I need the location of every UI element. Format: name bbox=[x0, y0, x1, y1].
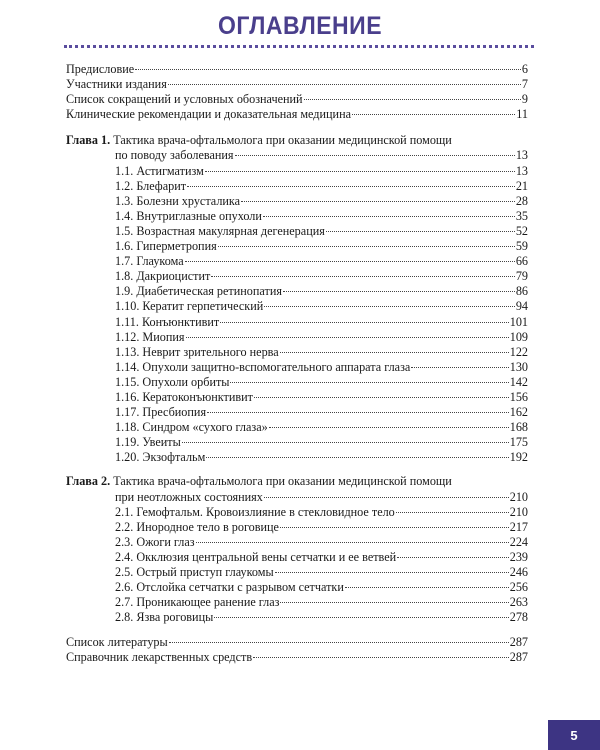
leader-dots bbox=[280, 602, 508, 603]
toc-entry-page: 86 bbox=[515, 284, 528, 299]
toc-entry-page: 52 bbox=[515, 223, 528, 238]
back-matter-list bbox=[66, 635, 528, 665]
toc-entry-label: 2.6. Отслойка сетчатки с разрывом сетчатки bbox=[115, 580, 344, 595]
toc-entry-page: 192 bbox=[509, 450, 528, 465]
leader-dots bbox=[168, 84, 521, 85]
toc-entry-page: 287 bbox=[509, 635, 528, 650]
toc-entry-label: Список сокращений и условных обозначений bbox=[66, 92, 303, 107]
leader-dots bbox=[218, 246, 515, 247]
title-dotted-rule bbox=[64, 45, 534, 48]
toc-entry-label: 2.8. Язва роговицы bbox=[115, 610, 214, 625]
toc-entry-label: 1.18. Синдром «сухого глаза» bbox=[115, 420, 268, 435]
toc-entry-label: Предисловие bbox=[66, 62, 135, 76]
leader-dots bbox=[254, 397, 509, 398]
toc-entry[interactable] bbox=[66, 164, 528, 179]
leader-dots bbox=[230, 382, 508, 383]
leader-dots bbox=[280, 527, 509, 528]
toc-entry-label: 2.7. Проникающее ранение глаз bbox=[115, 595, 280, 610]
toc-entry-label: 1.4. Внутриглазные опухоли bbox=[115, 208, 262, 223]
toc-entry-page: 21 bbox=[515, 178, 528, 193]
toc-entry[interactable] bbox=[66, 209, 528, 224]
toc-entry-label: 1.6. Гиперметропия bbox=[115, 239, 217, 254]
toc-entry-label: Клинические рекомендации и доказательная медицина bbox=[66, 107, 352, 122]
toc-entry-label: 1.3. Болезни хрусталика bbox=[115, 193, 241, 208]
chapter1-line2: по поводу заболевания bbox=[115, 148, 234, 163]
toc-entry[interactable] bbox=[66, 550, 528, 565]
toc-entry[interactable] bbox=[66, 179, 528, 194]
toc-entry-page: 175 bbox=[509, 435, 528, 450]
toc-entry[interactable] bbox=[66, 580, 528, 595]
toc-entry-page: 122 bbox=[509, 344, 528, 359]
toc-entry[interactable] bbox=[66, 405, 528, 420]
leader-dots bbox=[220, 322, 508, 323]
leader-dots bbox=[241, 201, 515, 202]
toc-entry-page: 130 bbox=[509, 359, 528, 374]
toc-entry[interactable] bbox=[66, 505, 528, 520]
leader-dots bbox=[283, 291, 515, 292]
leader-dots bbox=[196, 542, 509, 543]
toc-entry-label: 1.2. Блефарит bbox=[115, 178, 187, 193]
toc-entry[interactable] bbox=[66, 239, 528, 254]
toc-entry[interactable] bbox=[66, 420, 528, 435]
toc-entry-page: 162 bbox=[509, 405, 528, 420]
toc-entry[interactable] bbox=[66, 375, 528, 390]
toc-entry[interactable] bbox=[66, 450, 528, 465]
leader-dots bbox=[352, 114, 515, 115]
toc-entry[interactable] bbox=[66, 360, 528, 375]
toc-entry[interactable] bbox=[66, 435, 528, 450]
chapter2-items bbox=[66, 505, 528, 626]
toc-entry[interactable] bbox=[66, 565, 528, 580]
toc-entry-page: 109 bbox=[509, 329, 528, 344]
leader-dots bbox=[206, 457, 508, 458]
leader-dots bbox=[396, 512, 509, 513]
toc-entry-label: 1.16. Кератоконъюнктивит bbox=[115, 389, 254, 404]
toc-entry-label: Справочник лекарственных средств bbox=[66, 650, 253, 665]
toc-entry[interactable] bbox=[66, 284, 528, 299]
leader-dots bbox=[269, 427, 509, 428]
toc-entry-page: 246 bbox=[509, 565, 528, 579]
chapter2-title bbox=[66, 474, 452, 489]
toc-entry[interactable] bbox=[66, 269, 528, 284]
toc-entry-page: 156 bbox=[509, 389, 528, 404]
toc-entry-page: 287 bbox=[509, 650, 528, 665]
toc-entry-page: 256 bbox=[509, 580, 528, 595]
leader-dots bbox=[253, 657, 509, 658]
toc-entry[interactable] bbox=[66, 610, 528, 625]
toc-entry-page: 224 bbox=[509, 534, 528, 549]
toc-entry[interactable] bbox=[66, 62, 528, 77]
leader-dots bbox=[345, 587, 509, 588]
toc-entry[interactable] bbox=[66, 299, 528, 314]
toc-entry-label: 1.15. Опухоли орбиты bbox=[115, 374, 230, 389]
toc-entry[interactable] bbox=[66, 330, 528, 345]
toc-entry-label: Список литературы bbox=[66, 635, 168, 650]
chapter2-heading[interactable] bbox=[66, 474, 528, 489]
toc-entry-page: 13 bbox=[515, 163, 528, 178]
toc-entry-label: 2.5. Острый приступ глаукомы bbox=[115, 565, 274, 579]
chapter1-heading-cont[interactable] bbox=[66, 148, 528, 163]
leader-dots bbox=[187, 186, 515, 187]
toc-entry-page: 101 bbox=[509, 314, 528, 329]
toc-entry-page: 9 bbox=[521, 92, 528, 107]
toc-entry-page: 278 bbox=[509, 610, 528, 625]
leader-dots bbox=[411, 367, 508, 368]
leader-dots bbox=[397, 557, 509, 558]
toc-entry-page: 66 bbox=[515, 254, 528, 269]
page-title: ОГЛАВЛЕНИЕ bbox=[217, 10, 383, 40]
toc-entry-page: 94 bbox=[515, 299, 528, 314]
toc-entry-label: 2.2. Инородное тело в роговице bbox=[115, 519, 279, 534]
toc-entry[interactable] bbox=[66, 315, 528, 330]
toc-entry[interactable] bbox=[66, 107, 528, 122]
leader-dots bbox=[263, 216, 515, 217]
toc-entry-label: 1.8. Дакриоцистит bbox=[115, 269, 211, 284]
leader-dots bbox=[186, 337, 509, 338]
leader-dots bbox=[304, 99, 521, 100]
toc-entry-label: 1.5. Возрастная макулярная дегенерация bbox=[115, 223, 325, 238]
toc-entry[interactable] bbox=[66, 254, 528, 269]
leader-dots bbox=[205, 171, 515, 172]
leader-dots bbox=[264, 306, 515, 307]
toc-entry-label: 1.12. Миопия bbox=[115, 329, 185, 344]
toc-entry-page: 6 bbox=[521, 62, 528, 76]
leader-dots bbox=[235, 155, 515, 156]
leader-dots bbox=[275, 572, 509, 573]
leader-dots bbox=[280, 352, 509, 353]
toc-entry-label: 1.1. Астигматизм bbox=[115, 163, 204, 178]
toc-entry[interactable] bbox=[66, 535, 528, 550]
toc-entry-label: 1.20. Экзофтальм bbox=[115, 450, 206, 465]
toc-entry[interactable] bbox=[66, 595, 528, 610]
toc-entry[interactable] bbox=[66, 390, 528, 405]
chapter2-line2: при неотложных состояниях bbox=[115, 489, 263, 504]
chapter2-heading-cont[interactable] bbox=[66, 490, 528, 505]
leader-dots bbox=[182, 442, 509, 443]
toc-entry-page: 217 bbox=[509, 519, 528, 534]
leader-dots bbox=[214, 617, 508, 618]
toc-entry-page: 239 bbox=[509, 549, 528, 564]
leader-dots bbox=[207, 412, 509, 413]
toc-entry[interactable] bbox=[66, 345, 528, 360]
toc-entry-label: 1.19. Увеиты bbox=[115, 435, 181, 450]
toc-entry-page: 28 bbox=[515, 193, 528, 208]
toc-entry-label: 2.4. Окклюзия центральной вены сетчатки и ее ветвей bbox=[115, 549, 397, 564]
leader-dots bbox=[185, 261, 515, 262]
toc-entry-page: 7 bbox=[521, 77, 528, 92]
chapter1-items bbox=[66, 164, 528, 466]
toc-entry-page: 210 bbox=[509, 504, 528, 519]
toc-entry-label: 1.10. Кератит герпетический bbox=[115, 299, 264, 314]
toc-entry[interactable] bbox=[66, 520, 528, 535]
toc-entry[interactable] bbox=[66, 224, 528, 239]
chapter1-prefix: Глава 1. bbox=[66, 133, 111, 148]
chapter1-line1: Тактика врача-офтальмолога при оказании медицинской помощи bbox=[110, 133, 452, 148]
page-number-tab: 5 bbox=[548, 720, 600, 750]
toc-entry[interactable] bbox=[66, 650, 528, 665]
toc-entry-page: 79 bbox=[515, 269, 528, 284]
toc-entry-label: Участники издания bbox=[66, 77, 167, 92]
chapter2-page: 210 bbox=[509, 489, 528, 504]
toc-entry-label: 1.17. Пресбиопия bbox=[115, 405, 207, 420]
toc-entry-label: 2.1. Гемофтальм. Кровоизлияние в стекловидное тело bbox=[115, 504, 395, 519]
toc-entry-label: 1.7. Глаукома bbox=[115, 254, 184, 269]
toc-entry-label: 1.13. Неврит зрительного нерва bbox=[115, 344, 279, 359]
toc-entry-label: 1.9. Диабетическая ретинопатия bbox=[115, 284, 282, 299]
toc-entry[interactable] bbox=[66, 635, 528, 650]
chapter2-line1: Тактика врача-офтальмолога при оказании медицинской помощи bbox=[110, 474, 452, 489]
leader-dots bbox=[169, 642, 509, 643]
front-matter-list bbox=[66, 62, 528, 122]
toc-entry-page: 263 bbox=[509, 595, 528, 610]
toc-entry-label: 1.11. Конъюнктивит bbox=[115, 314, 220, 329]
toc-entry-page: 35 bbox=[515, 208, 528, 223]
leader-dots bbox=[264, 497, 509, 498]
toc-entry[interactable] bbox=[66, 77, 528, 92]
toc-entry[interactable] bbox=[66, 194, 528, 209]
table-of-contents bbox=[66, 62, 528, 666]
chapter1-title bbox=[66, 133, 452, 148]
leader-dots bbox=[211, 276, 515, 277]
leader-dots bbox=[326, 231, 515, 232]
leader-dots bbox=[135, 69, 521, 70]
toc-entry-page: 142 bbox=[509, 374, 528, 389]
toc-entry-label: 2.3. Ожоги глаз bbox=[115, 534, 195, 549]
chapter1-heading[interactable] bbox=[66, 133, 528, 148]
toc-entry-page: 11 bbox=[516, 107, 528, 122]
toc-entry[interactable] bbox=[66, 92, 528, 107]
toc-entry-page: 168 bbox=[509, 420, 528, 435]
toc-entry-label: 1.14. Опухоли защитно-вспомогательного аппарата глаза bbox=[115, 359, 411, 374]
chapter1-page: 13 bbox=[515, 148, 528, 163]
chapter2-prefix: Глава 2. bbox=[66, 474, 111, 489]
toc-entry-page: 59 bbox=[515, 239, 528, 254]
